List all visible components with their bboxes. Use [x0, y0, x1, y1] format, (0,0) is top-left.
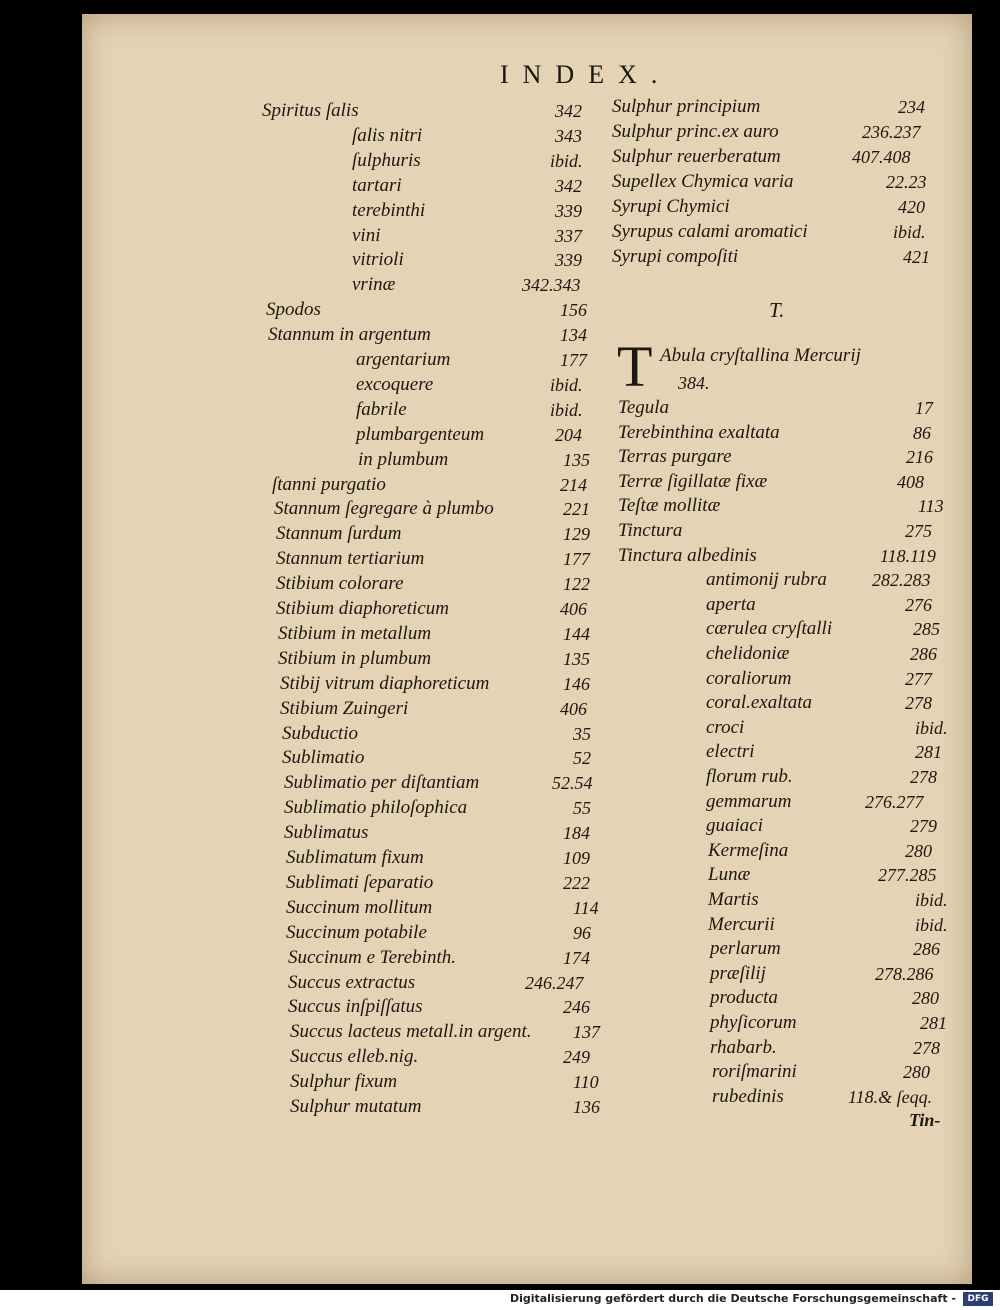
index-page-ref: 408: [897, 471, 924, 492]
index-term: fabrile: [356, 398, 407, 420]
index-page-ref: 280: [903, 1062, 930, 1083]
index-page-ref: 204: [555, 424, 582, 445]
index-term: Succus lacteus metall.in argent.: [290, 1021, 532, 1043]
index-page-ref: ibid.: [550, 374, 583, 395]
index-term: Succinum potabile: [286, 921, 427, 943]
index-term: tartari: [352, 174, 402, 196]
index-term: ſulphuris: [352, 149, 421, 171]
index-page-ref: 122: [563, 574, 590, 595]
index-page-ref: 177: [560, 350, 587, 370]
index-page-ref: 35: [573, 723, 591, 744]
index-page-ref: 275: [905, 521, 932, 541]
index-page-ref: 55: [573, 798, 591, 819]
index-page-ref: 234: [898, 97, 925, 117]
index-term: Succus extractus: [288, 971, 416, 993]
index-term: Subductio: [282, 722, 358, 744]
index-page-ref: 406: [560, 599, 587, 619]
index-term: guaiaci: [706, 815, 763, 837]
index-term: Sulphur mutatum: [290, 1096, 422, 1117]
index-page-ref: 286: [910, 644, 937, 664]
index-page-ref: 86: [913, 422, 931, 443]
index-page-ref: 144: [563, 623, 590, 644]
index-term: chelidoniæ: [706, 643, 790, 664]
index-term: Sublimati ſeparatio: [286, 871, 434, 893]
index-term: Sublimatio per diſtantiam: [284, 772, 480, 794]
index-page-ref: 184: [563, 823, 590, 844]
index-page-ref: 146: [563, 673, 590, 694]
index-term: argentarium: [356, 349, 451, 370]
index-term: Succinum e Terebinth.: [288, 946, 456, 968]
index-page-ref: 277: [905, 668, 932, 689]
index-page-ref: 278: [905, 693, 932, 714]
index-term: Terebinthina exaltata: [618, 421, 780, 443]
index-page-ref: 420: [898, 197, 925, 217]
index-page-ref: 236.237: [862, 122, 921, 142]
index-page-ref: 109: [563, 848, 590, 868]
index-page-ref: 281: [920, 1013, 947, 1033]
index-term: Sulphur princ.ex auro: [612, 121, 779, 142]
book-page: [82, 14, 972, 1284]
index-term: Stannum tertiarium: [276, 548, 425, 570]
index-page-ref: 137: [573, 1022, 600, 1043]
letter-heading: T.: [769, 298, 785, 322]
index-term: cærulea cryſtalli: [706, 618, 833, 640]
index-page-ref: 135: [563, 648, 590, 669]
index-page-ref: ibid.: [550, 399, 583, 420]
index-page-ref: 286: [913, 939, 940, 960]
index-term: Terræ ſigillatæ fixæ: [618, 470, 768, 492]
index-term: Tinctura: [618, 520, 683, 541]
index-page-ref: 246: [563, 997, 590, 1018]
index-term: Stibium in plumbum: [278, 647, 432, 669]
index-page-ref: 177: [563, 549, 590, 570]
index-term: in plumbum: [358, 448, 449, 470]
index-term: Teſtæ mollitæ: [618, 495, 721, 517]
index-term: roriſmarini: [712, 1061, 797, 1083]
index-term: Stibium diaphoreticum: [276, 598, 449, 619]
index-term: Terras purgare: [618, 446, 732, 468]
index-term: antimonij rubra: [706, 569, 827, 591]
index-page-ref: 134: [560, 325, 587, 346]
index-page-ref: 249: [563, 1047, 590, 1068]
index-page-ref: 214: [560, 474, 587, 495]
page-header: INDEX.: [500, 60, 672, 89]
index-term: Lunæ: [708, 864, 751, 886]
index-term: producta: [710, 987, 778, 1009]
index-term: rubedinis: [712, 1085, 784, 1107]
index-page-ref: 276.277: [865, 791, 924, 812]
index-page-ref: 110: [573, 1072, 599, 1093]
index-term: Stibium Zuingeri: [280, 697, 409, 719]
index-term: Mercurii: [708, 913, 775, 935]
index-page-ref: 282.283: [872, 570, 931, 591]
index-term: aperta: [706, 593, 756, 615]
index-term: Sublimatum fixum: [286, 847, 424, 868]
index-term: rhabarb.: [710, 1036, 777, 1058]
index-page-ref: 280: [912, 988, 939, 1009]
index-term: coral.exaltata: [706, 692, 813, 714]
dropcap-letter: T: [617, 334, 653, 399]
index-page-ref: 421: [903, 247, 930, 267]
index-page-ref: 216: [906, 447, 933, 468]
index-term: plumbargenteum: [356, 423, 485, 445]
index-term: vitrioli: [352, 249, 404, 271]
index-term: Sublimatio philoſophica: [284, 797, 468, 819]
index-term: Stibium in metallum: [278, 622, 432, 644]
index-term: perlarum: [710, 938, 781, 960]
index-page-ref: 129: [563, 524, 590, 545]
index-page-ref: ibid.: [915, 717, 948, 738]
index-term: vrinæ: [352, 274, 396, 296]
index-term: Succinum mollitum: [286, 896, 433, 918]
index-term: Syrupi Chymici: [612, 196, 730, 217]
index-term: Kermeſina: [708, 839, 789, 861]
index-term: ſtanni purgatio: [272, 473, 386, 495]
index-page-ref: 278.286: [875, 963, 934, 984]
index-page-ref: 113: [918, 496, 944, 517]
index-term: croci: [706, 716, 745, 738]
index-term: coraliorum: [706, 667, 792, 689]
index-page-ref: 52.54: [552, 773, 593, 794]
index-term: Succus elleb.nig.: [290, 1046, 419, 1068]
index-page-ref: 114: [573, 897, 599, 918]
index-term: Spodos: [266, 299, 321, 321]
index-term: Stannum ſurdum: [276, 523, 402, 545]
index-term: terebinthi: [352, 199, 426, 221]
index-page-ref: 118.119: [880, 545, 936, 566]
index-page-ref: ibid.: [893, 222, 926, 242]
index-page-ref: ibid.: [915, 914, 948, 935]
index-term: florum rub.: [706, 766, 793, 787]
index-page-ref: 221: [563, 499, 590, 520]
index-page-ref: ibid.: [550, 150, 583, 171]
index-page-ref: 17: [915, 398, 933, 418]
index-page-ref: 174: [563, 947, 590, 968]
index-page-ref: 156: [560, 300, 587, 321]
index-term: excoquere: [356, 373, 434, 395]
index-term: præſilij: [710, 962, 766, 984]
index-term: Stibium colorare: [276, 573, 404, 595]
index-page-ref: 343: [555, 125, 582, 146]
index-term: Stannum ſegregare à plumbo: [274, 498, 494, 520]
index-page-ref: 118.& ſeqq.: [848, 1086, 933, 1107]
dfg-logo: DFG: [963, 1292, 993, 1306]
index-page-ref: 342: [555, 101, 582, 121]
dropcap-entry-page: 384.: [678, 373, 710, 393]
index-term: Syrupus calami aromatici: [612, 221, 808, 242]
index-term: Sublimatus: [284, 822, 369, 844]
index-page-ref: 407.408: [852, 147, 911, 167]
index-page-ref: 96: [573, 922, 591, 943]
index-term: vini: [352, 224, 381, 246]
index-page-ref: 285: [913, 619, 940, 640]
index-term: Stibij vitrum diaphoreticum: [280, 672, 490, 694]
index-term: Supellex Chymica varia: [612, 171, 794, 192]
index-page-ref: ibid.: [915, 890, 948, 910]
index-page-ref: 136: [573, 1097, 600, 1117]
index-page-ref: 342.343: [522, 275, 581, 296]
index-page-ref: 278: [910, 767, 937, 787]
index-term: Tinctura albedinis: [618, 544, 757, 566]
catchword: Tin-: [909, 1110, 941, 1130]
index-term: ſalis nitri: [352, 124, 423, 146]
footer-credit: Digitalisierung gefördert durch die Deutsche Forschungsgemeinschaft -: [509, 1292, 956, 1305]
index-page-ref: 339: [555, 200, 582, 221]
index-term: phyſicorum: [710, 1012, 797, 1033]
dropcap-entry-text: Abula cryſtallina Mercurij: [660, 345, 861, 366]
index-page-ref: 281: [915, 742, 942, 763]
index-term: Martis: [708, 889, 759, 910]
index-page-ref: 52: [573, 748, 591, 769]
index-page-ref: 277.285: [878, 865, 937, 886]
index-term: Tegula: [618, 397, 670, 418]
index-page-ref: 22.23: [886, 172, 927, 192]
index-page-ref: 342: [555, 175, 582, 196]
index-term: Syrupi compoſiti: [612, 246, 739, 267]
index-page-ref: 406: [560, 698, 587, 719]
index-term: Stannum in argentum: [268, 324, 431, 346]
index-page-ref: 280: [905, 840, 932, 861]
index-page-ref: 246.247: [525, 972, 584, 993]
index-term: Sulphur fixum: [290, 1071, 398, 1093]
index-page-ref: 339: [555, 250, 582, 271]
index-term: electri: [706, 741, 755, 763]
index-page-ref: 279: [910, 816, 937, 837]
index-page-ref: 222: [563, 872, 590, 893]
index-page-ref: 278: [913, 1037, 940, 1058]
index-term: Sulphur reuerberatum: [612, 146, 781, 167]
index-term: Succus inſpiſſatus: [288, 996, 423, 1018]
index-page-ref: 135: [563, 449, 590, 470]
index-term: Sulphur principium: [612, 96, 761, 117]
index-term: gemmarum: [706, 790, 792, 812]
index-page-ref: 337: [555, 225, 582, 246]
index-term: Sublimatio: [282, 747, 365, 769]
index-page-ref: 276: [905, 594, 932, 615]
index-term: Spiritus ſalis: [262, 100, 359, 121]
